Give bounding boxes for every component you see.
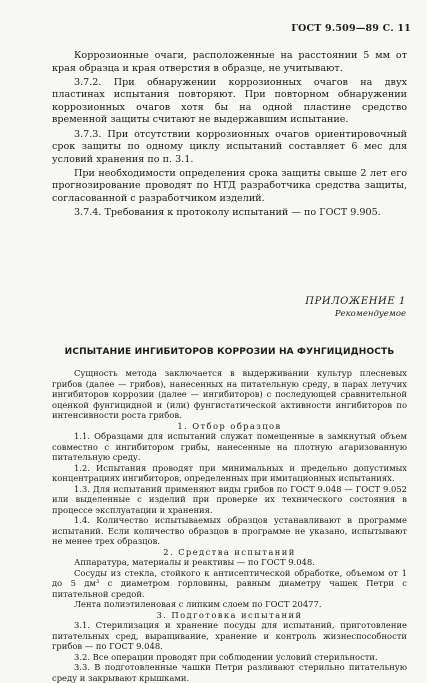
paragraph-3-3: 3.3. В подготовленные чашки Петри разливают стерильно питательную среду и закрывают крышками.: [52, 662, 407, 683]
paragraph-3-1: 3.1. Стерилизация и хранение посуды для испытаний, приготовление питательных сред, выращивание, хранение и контроль жизнеспособности грибов — по ГОСТ 9.048.: [52, 620, 407, 651]
heading-preparation: 3. Подготовка испытаний: [156, 609, 303, 620]
appendix-heading: [305, 296, 406, 319]
paragraph-corrosion-foci: Коррозионные очаги, расположенные на расстоянии 5 мм от края образца и края отверстия в образце, не учитывают.: [52, 50, 407, 74]
paragraph-3-2: 3.2. Все операции проводят при соблюдении условий стерильности.: [74, 651, 378, 662]
method-section: [52, 368, 407, 683]
paragraph-tape: Лента полиэтиленовая с липким слоем по ГОСТ 20477.: [74, 599, 322, 609]
paragraph-vessels: Сосуды из стекла, стойкого к антисептической обработке, объемом от 1 до 5 дм³ с диаметром горловины, равным диаметру чашек Петри с питательной средой.: [52, 567, 407, 599]
paragraph-intro: Сущность метода заключается в выдерживании культур плесневых грибов (далее — грибов), нанесенных на питательную среду, в парах летучих ингибиторов коррозии (далее — ингибиторов) с последующей сравнительной оценкой фунгицидной и (или) фунгистатической активности ингибиторов по интенсивности роста грибов.: [52, 368, 407, 420]
appendix-status: Рекомендуемое: [334, 309, 406, 319]
paragraph-3-7-3: 3.7.3. При отсутствии коррозионных очагов ориентировочный срок защиты по одному циклу испытаний составляет 6 мес для условий хранения по п. 3.1.: [52, 128, 407, 165]
appendix-label: ПРИЛОЖЕНИЕ 1: [305, 296, 406, 307]
paragraph-forecast: При необходимости определения срока защиты свыше 2 лет его прогнозирование проводят по НТД разработчика средства защиты, согласованной с разработчиком изделий.: [52, 167, 407, 205]
heading-equipment: 2. Средства испытаний: [163, 546, 296, 557]
paragraph-1-3: 1.3. Для испытаний применяют виды грибов по ГОСТ 9.048 — ГОСТ 9.052 или выделенные с изделий при проверке их технического состояния в процессе эксплуатации и хранения.: [52, 483, 407, 515]
top-section: [52, 50, 407, 220]
paragraph-1-1: 1.1. Образцами для испытаний служат помещенные в замкнутый объем совместно с ингибитором грибы, нанесенные на плотную агаризованную питательную среду.: [52, 431, 407, 462]
heading-sampling: 1. Отбор образцов: [177, 420, 282, 431]
paragraph-1-2: 1.2. Испытания проводят при минимальных и предельно допустимых концентрациях ингибиторов, определенных при имитационных испытаниях.: [52, 462, 407, 483]
paragraph-apparatus: Аппаратура, материалы и реактивы — по ГОСТ 9.048.: [74, 557, 315, 567]
page-header: ГОСТ 9.509—89 С. 11: [291, 23, 411, 34]
paragraph-3-7-4: 3.7.4. Требования к протоколу испытаний — по ГОСТ 9.905.: [74, 207, 381, 219]
section-title: ИСПЫТАНИЕ ИНГИБИТОРОВ КОРРОЗИИ НА ФУНГИЦИДНОСТЬ: [64, 347, 395, 357]
paragraph-1-4: 1.4. Количество испытываемых образцов устанавливают в программе испытаний. Если количество образцов в программе не указано, испытывают не менее трех образцов.: [52, 515, 407, 546]
paragraph-3-7-2: 3.7.2. При обнаружении коррозионных очагов на двух пластинах испытания повторяют. При повторном обнаружении коррозионных очагов хотя бы на одной пластине средство временной защиты считают не выдержавшим испытание.: [52, 76, 407, 126]
